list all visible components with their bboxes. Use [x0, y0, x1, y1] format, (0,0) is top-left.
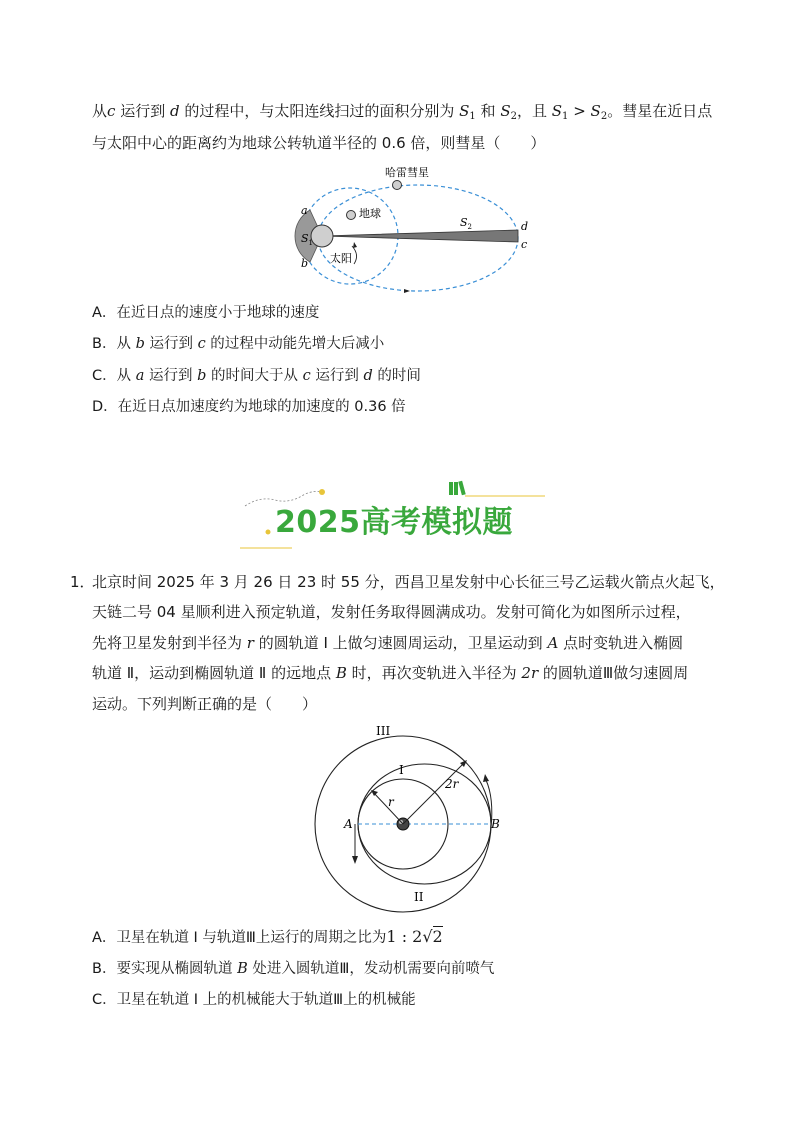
section-title: 2025高考模拟题: [275, 505, 513, 540]
prev-option-d: D．在近日点加速度约为地球的加速度的 0.36 倍: [92, 399, 406, 415]
label-r: r: [388, 795, 394, 809]
earth-direction-arrow: [352, 246, 357, 264]
q1-line-3: 先将卫星发射到半径为 r 的圆轨道 Ⅰ 上做匀速圆周运动，卫星运动到 A 点时变轨进入椭圆: [92, 634, 684, 652]
sun-icon: [311, 225, 333, 247]
label-b: B: [491, 817, 500, 831]
prev-option-b: B．从 b 运行到 c 的过程中动能先增大后减小: [92, 336, 385, 352]
comet-label: 哈雷彗星: [385, 166, 429, 179]
q1-line-4: 轨道 Ⅱ，运动到椭圆轨道 Ⅱ 的远地点 B 时，再次变轨进入半径为 2r 的圆轨道Ⅲ做匀速圆周: [92, 664, 689, 682]
radius-2r-arrow: [403, 762, 465, 824]
comet-icon: [393, 181, 402, 190]
s1-label: $S_1$: [301, 232, 314, 247]
label-iii: III: [376, 724, 391, 738]
q1-option-c: C．卫星在轨道 Ⅰ 上的机械能大于轨道Ⅲ上的机械能: [92, 992, 416, 1008]
q1-line-2: 天链二号 04 星顺利进入预定轨道，发射任务取得圆满成功。发射可简化为如图所示过程，: [92, 603, 691, 621]
comet-direction-arrow: [404, 289, 410, 293]
label-a: A: [344, 817, 353, 831]
point-c-label: c: [521, 238, 528, 251]
q1-option-a: A．卫星在轨道 Ⅰ 与轨道Ⅲ上运行的周期之比为1 : 2√2: [92, 927, 443, 946]
q1-line-5: 运动。下列判断正确的是（ ）: [92, 695, 318, 713]
q1-option-b: B．要实现从椭圆轨道 B 处进入圆轨道Ⅲ，发动机需要向前喷气: [92, 961, 495, 977]
books-icon: [449, 481, 466, 496]
point-d-label: d: [521, 220, 529, 233]
comet-orbit-diagram: [290, 160, 540, 300]
q1-line-1: 北京时间 2025 年 3 月 26 日 23 时 55 分，西昌卫星发射中心长征三号乙运载火箭点火起飞，: [92, 573, 725, 591]
earth-label: 地球: [359, 207, 381, 220]
point-b-label: b: [301, 257, 309, 270]
label-ii: II: [414, 890, 424, 904]
question-number: 1．: [70, 573, 95, 591]
label-2r: 2r: [445, 777, 459, 791]
label-i: I: [399, 763, 404, 777]
sun-label: 太阳: [330, 252, 352, 265]
earth-icon: [347, 211, 356, 220]
point-a-label: a: [301, 204, 308, 217]
prev-option-a: A．在近日点的速度小于地球的速度: [92, 305, 320, 321]
satellite-orbit-diagram: [305, 718, 505, 914]
prev-question-line-1: 从c 运行到 d 的过程中，与太阳连线扫过的面积分别为 $S_1$ 和 $S_2$，且 $S_1 > S_2$。彗星在近日点: [92, 102, 713, 122]
prev-question-line-2: 与太阳中心的距离约为地球公转轨道半径的 0.6 倍，则彗星（ ）: [92, 134, 546, 152]
s2-label: $S_2$: [460, 216, 473, 231]
prev-option-c: C．从 a 运行到 b 的时间大于从 c 运行到 d 的时间: [92, 368, 421, 384]
area-s2: [322, 230, 518, 242]
